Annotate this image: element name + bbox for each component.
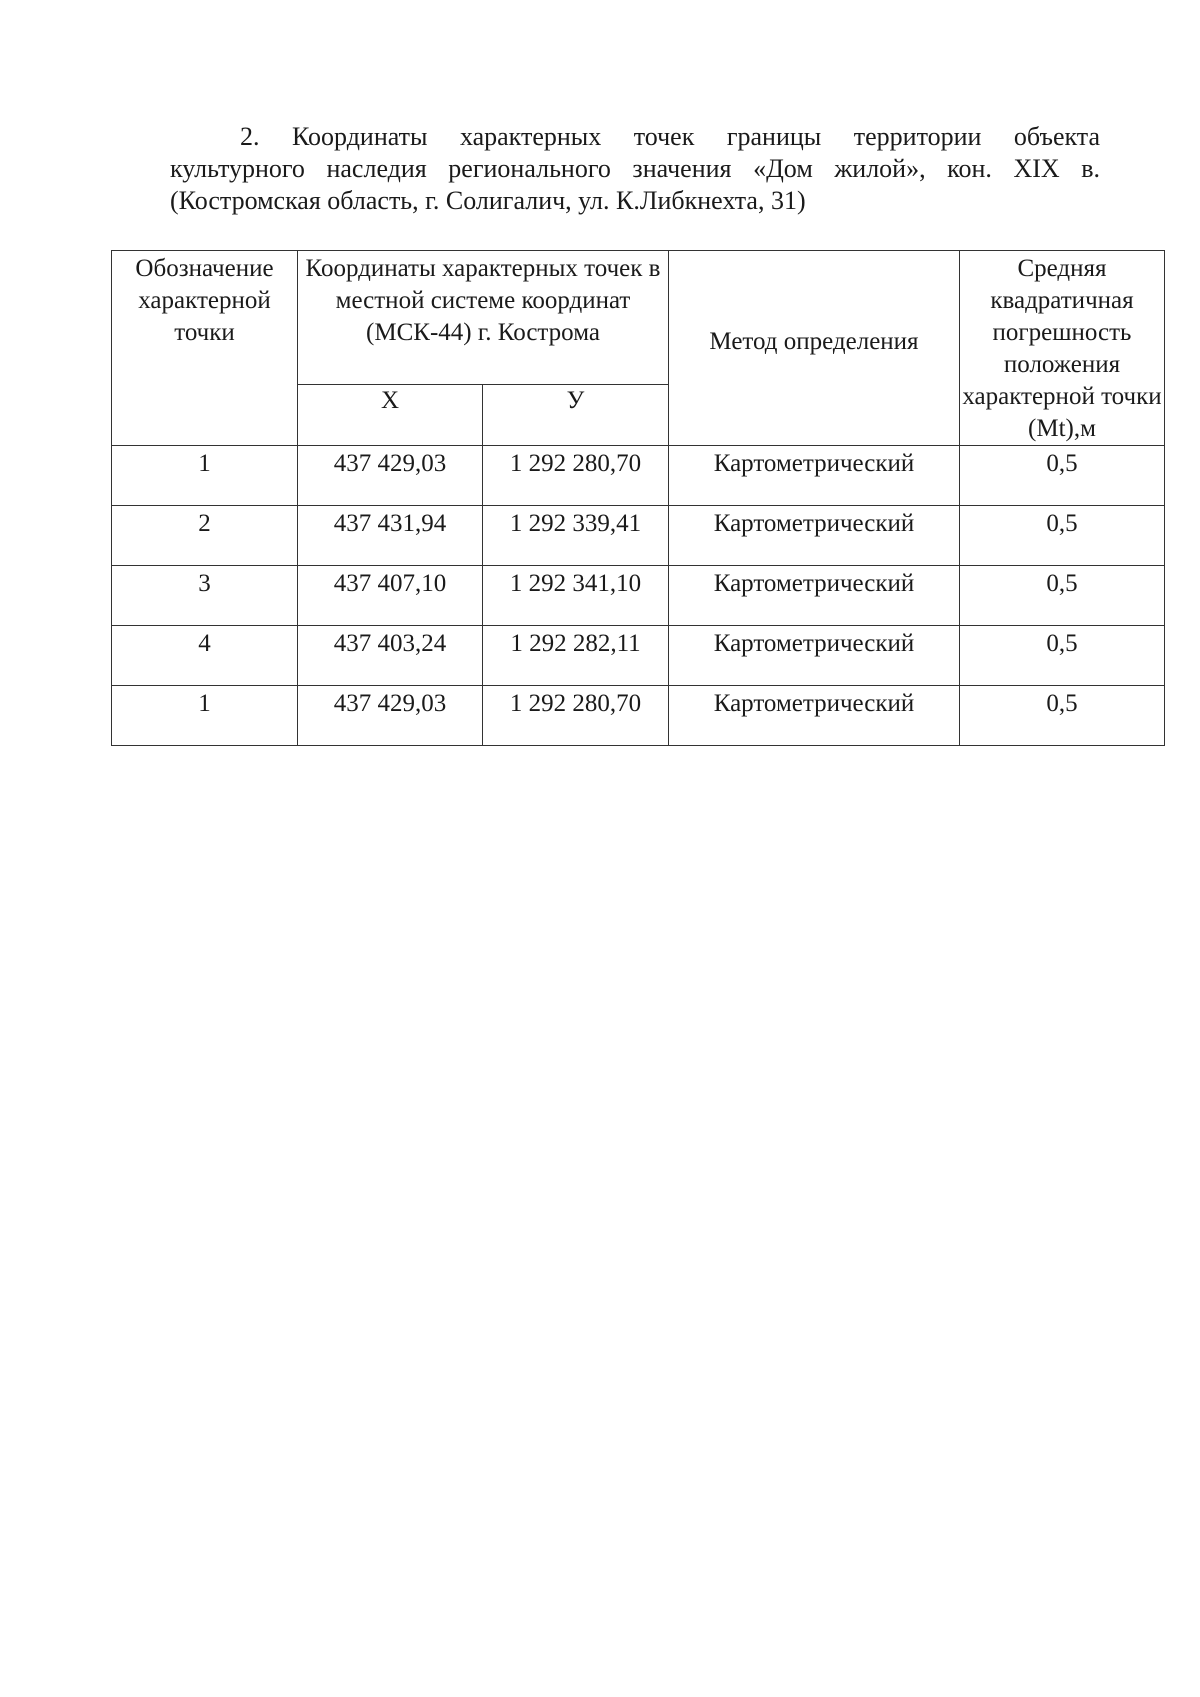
cell-error: 0,5 (960, 506, 1165, 566)
cell-y: 1 292 339,41 (483, 506, 669, 566)
cell-x: 437 429,03 (298, 686, 483, 746)
cell-error: 0,5 (960, 686, 1165, 746)
cell-point: 1 (112, 686, 298, 746)
cell-method: Картометрический (669, 566, 960, 626)
cell-y: 1 292 280,70 (483, 686, 669, 746)
cell-x: 437 429,03 (298, 446, 483, 506)
cell-point: 1 (112, 446, 298, 506)
table-row (112, 686, 1165, 746)
cell-method: Картометрический (669, 506, 960, 566)
table-row (112, 566, 1165, 626)
heading-line-1: 2. Координаты характерных точек границы территории объекта (240, 122, 1100, 151)
table-row (112, 626, 1165, 686)
header-point-designation: Обозначение характерной точки (112, 251, 298, 446)
cell-point: 4 (112, 626, 298, 686)
header-method: Метод определения (669, 251, 960, 446)
cell-error: 0,5 (960, 626, 1165, 686)
cell-method: Картометрический (669, 446, 960, 506)
cell-y: 1 292 282,11 (483, 626, 669, 686)
cell-error: 0,5 (960, 446, 1165, 506)
heading-line-3: (Костромская область, г. Солигалич, ул. К.Либкнехта, 31) (170, 186, 806, 215)
cell-x: 437 431,94 (298, 506, 483, 566)
header-y: У (483, 385, 669, 446)
cell-x: 437 407,10 (298, 566, 483, 626)
cell-method: Картометрический (669, 626, 960, 686)
cell-point: 3 (112, 566, 298, 626)
document-heading (170, 121, 1100, 217)
cell-error: 0,5 (960, 566, 1165, 626)
cell-y: 1 292 341,10 (483, 566, 669, 626)
cell-point: 2 (112, 506, 298, 566)
header-mean-square-error: Средняя квадратичная погрешность положения характерной точки (Mt),м (960, 251, 1165, 446)
table-row (112, 506, 1165, 566)
cell-y: 1 292 280,70 (483, 446, 669, 506)
header-x: Х (298, 385, 483, 446)
coordinates-table (111, 250, 1165, 746)
header-coordinates-group: Координаты характерных точек в местной системе координат (МСК-44) г. Кострома (298, 251, 669, 385)
heading-line-2: культурного наследия регионального значения «Дом жилой», кон. XIX в. (170, 154, 1100, 183)
cell-x: 437 403,24 (298, 626, 483, 686)
cell-method: Картометрический (669, 686, 960, 746)
table-row (112, 446, 1165, 506)
